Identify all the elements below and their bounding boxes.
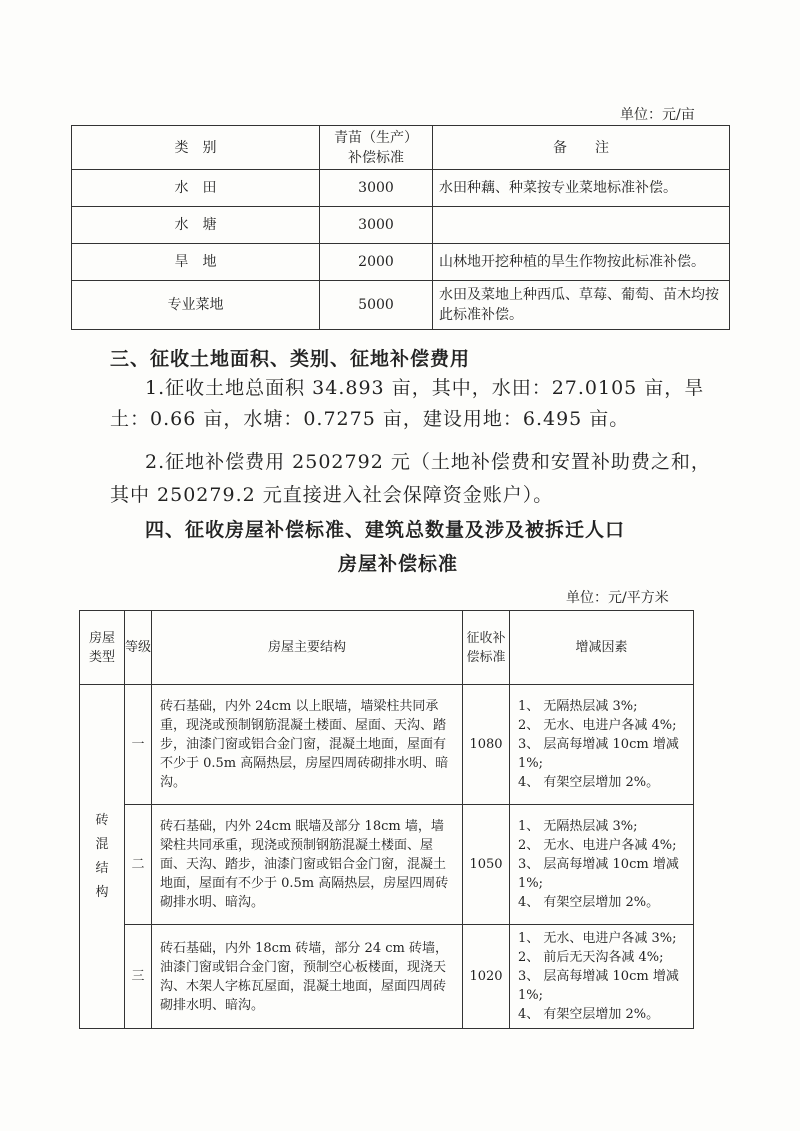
cell-price: 1050 <box>463 805 510 925</box>
paragraph-1-line-1: 1.征收土地总面积 34.893 亩，其中，水田：27.0105 亩，旱 <box>145 377 705 399</box>
cell-standard: 5000 <box>320 281 433 330</box>
factor-item: 2、 前后无天沟各减 4%; <box>518 950 664 965</box>
cell-type: 水 田 <box>72 170 320 207</box>
cell-level: 二 <box>125 805 152 925</box>
cell-note: 山林地开挖种植的旱生作物按此标准补偿。 <box>433 244 730 281</box>
factor-item: 3、 层高每增减 10cm 增减 1%; <box>518 969 679 1003</box>
cell-level: 一 <box>125 685 152 805</box>
factor-item: 4、 有架空层增加 2%。 <box>518 1007 660 1022</box>
cell-type: 旱 地 <box>72 244 320 281</box>
table-header-row <box>72 126 730 170</box>
cell-standard: 3000 <box>320 170 433 207</box>
table-row <box>80 805 694 925</box>
table-row <box>72 281 730 330</box>
unit-label-housing: 单位：元/平方米 <box>566 590 669 606</box>
cell-house-type <box>80 685 125 1029</box>
factor-item: 3、 层高每增减 10cm 增减 1%; <box>518 737 679 771</box>
cell-note <box>433 207 730 244</box>
header-type: 类 别 <box>72 126 320 170</box>
cell-structure: 砖石基础，内外 18cm 砖墙，部分 24 cm 砖墙，油漆门窗或铝合金门窗，预制空心板楼面，现浇天沟、木架人字栋瓦屋面，混凝土地面，屋面四周砖砌排水明、暗沟。 <box>152 925 463 1029</box>
cell-structure: 砖石基础，内外 24cm 眠墙及部分 18cm 墙，墙梁柱共同承重，现浇或预制钢筋混凝土楼面、屋面、天沟、踏步，油漆门窗或铝合金门窗，混凝土地面，屋面有不少于 0.5m 高隔热层，房屋四周砖砌排水明、暗沟。 <box>152 805 463 925</box>
header-standard <box>320 126 433 170</box>
table-row <box>72 207 730 244</box>
table-row <box>80 685 694 805</box>
unit-label-top: 单位：元/亩 <box>620 107 695 123</box>
factor-item: 1、 无水、电进户各减 3%; <box>518 931 677 946</box>
paragraph-2-line-2: 其中 250279.2 元直接进入社会保障资金账户）。 <box>110 484 554 506</box>
section-4-heading: 四、征收房屋补偿标准、建筑总数量及涉及被拆迁人口 <box>145 519 626 541</box>
cell-note: 水田及菜地上种西瓜、草莓、葡萄、苗木均按此标准补偿。 <box>433 281 730 330</box>
cell-factors <box>510 685 694 805</box>
header-standard-line2: 补偿标准 <box>348 149 404 166</box>
cell-price: 1080 <box>463 685 510 805</box>
factor-item: 2、 无水、电进户各减 4%; <box>518 838 677 853</box>
cell-type: 专业菜地 <box>72 281 320 330</box>
cell-price: 1020 <box>463 925 510 1029</box>
header-note: 备 注 <box>433 126 730 170</box>
cell-standard: 3000 <box>320 207 433 244</box>
header-level: 等级 <box>125 611 152 685</box>
table-row <box>72 170 730 207</box>
header-price: 征收补偿标准 <box>463 611 510 685</box>
cell-type: 水 塘 <box>72 207 320 244</box>
house-type-label: 砖混结构 <box>95 812 109 900</box>
cell-structure: 砖石基础，内外 24cm 以上眠墙，墙梁柱共同承重，现浇或预制钢筋混凝土楼面、屋面、天沟、踏步，油漆门窗或铝合金门窗，混凝土地面，屋面有不少于 0.5m 高隔热层，房屋四周砖砌排水明、暗沟。 <box>152 685 463 805</box>
green-crop-compensation-table <box>71 125 730 330</box>
cell-level: 三 <box>125 925 152 1029</box>
cell-factors <box>510 925 694 1029</box>
cell-factors <box>510 805 694 925</box>
factor-item: 2、 无水、电进户各减 4%; <box>518 718 677 733</box>
header-standard-line1: 青苗（生产） <box>334 129 418 146</box>
factor-item: 1、 无隔热层减 3%; <box>518 699 638 714</box>
table-header-row <box>80 611 694 685</box>
header-factors: 增减因素 <box>510 611 694 685</box>
header-house-type: 房屋类型 <box>80 611 125 685</box>
section-3-heading: 三、征收土地面积、类别、征地补偿费用 <box>110 348 471 370</box>
factor-item: 4、 有架空层增加 2%。 <box>518 895 660 910</box>
factor-item: 4、 有架空层增加 2%。 <box>518 775 660 790</box>
cell-standard: 2000 <box>320 244 433 281</box>
cell-note: 水田种藕、种菜按专业菜地标准补偿。 <box>433 170 730 207</box>
header-structure: 房屋主要结构 <box>152 611 463 685</box>
paragraph-2-line-1: 2.征地补偿费用 2502792 元（土地补偿费和安置补助费之和， <box>145 451 711 473</box>
table-subtitle: 房屋补偿标准 <box>338 553 459 575</box>
table-row <box>72 244 730 281</box>
table-row <box>80 925 694 1029</box>
factor-item: 1、 无隔热层减 3%; <box>518 819 638 834</box>
factor-item: 3、 层高每增减 10cm 增减 1%; <box>518 857 679 891</box>
housing-compensation-table <box>79 610 694 1029</box>
paragraph-1-line-2: 土：0.66 亩，水塘：0.7275 亩，建设用地：6.495 亩。 <box>110 408 630 430</box>
